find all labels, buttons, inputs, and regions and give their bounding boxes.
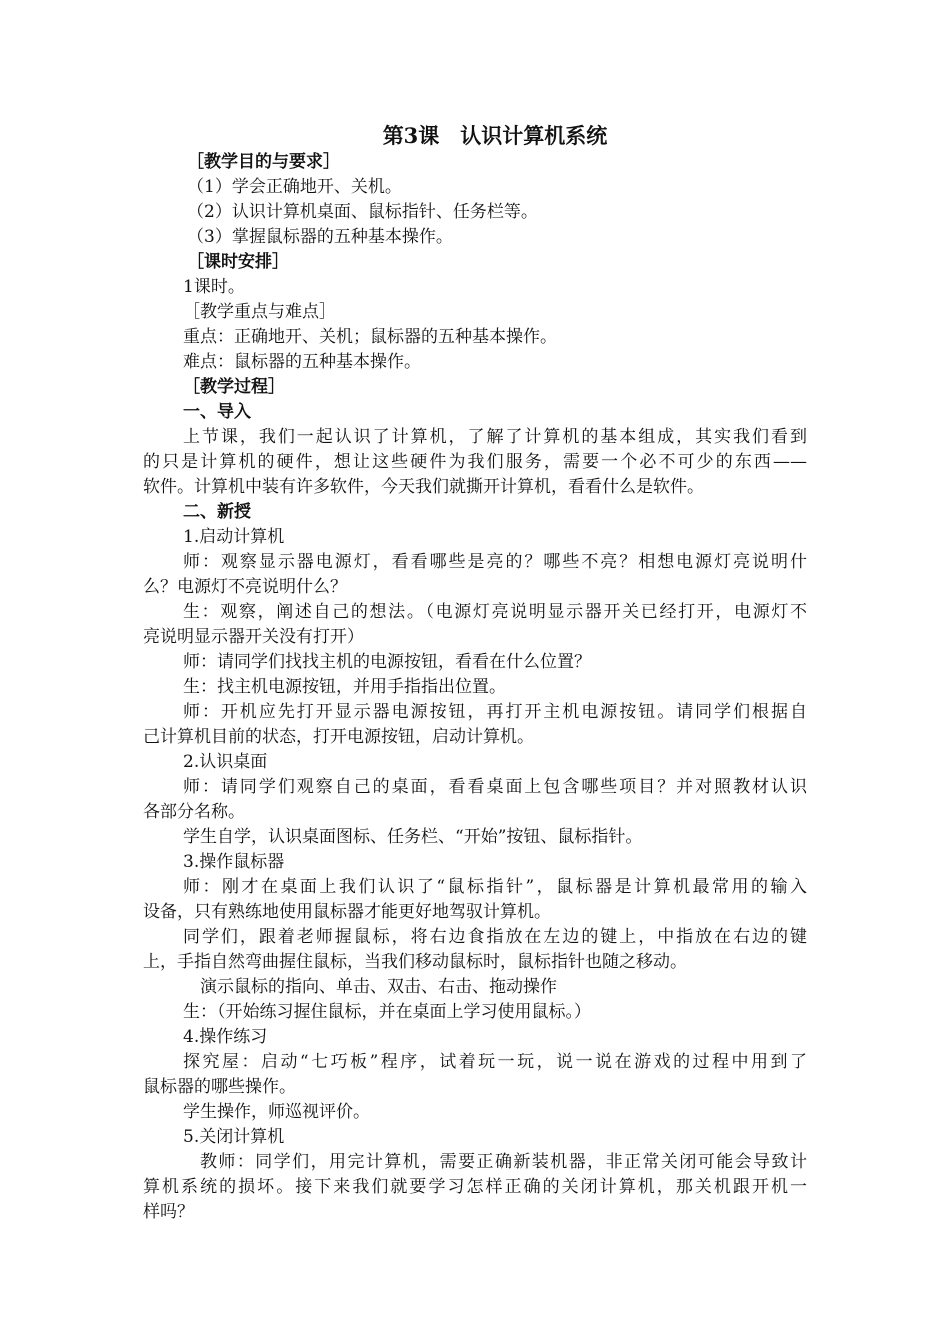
difficult-point: 难点：鼠标器的五种基本操作。	[183, 352, 421, 372]
step-heading: 2.认识桌面	[183, 752, 268, 772]
section-heading-process: ［教学过程］	[183, 377, 285, 397]
paragraph-line: 生：观察，阐述自己的想法。（电源灯亮说明显示器开关已经打开，电源灯不	[183, 602, 807, 622]
paragraph-line: 软件。计算机中装有许多软件，今天我们就撕开计算机，看看什么是软件。	[143, 477, 704, 497]
section-heading-keypoints: ［教学重点与难点］	[183, 302, 336, 322]
paragraph-line: 样吗？	[143, 1202, 194, 1222]
subheading-intro: 一、导入	[183, 402, 251, 422]
paragraph-line: 上，手指自然弯曲握住鼠标，当我们移动鼠标时，鼠标指针也随之移动。	[143, 952, 687, 972]
paragraph-line: 师：观察显示器电源灯，看看哪些是亮的？哪些不亮？相想电源灯亮说明什	[183, 552, 807, 572]
objective-1: （1）学会正确地开、关机。	[187, 177, 402, 197]
objective-2: （2）认识计算机桌面、鼠标指针、任务栏等。	[187, 202, 538, 222]
paragraph-line: 上节课，我们一起认识了计算机，了解了计算机的基本组成，其实我们看到	[183, 427, 807, 447]
schedule-text: 1课时。	[183, 277, 245, 297]
section-heading-schedule: ［课时安排］	[187, 252, 289, 272]
step-heading: 3.操作鼠标器	[183, 852, 285, 872]
paragraph-line: 师：开机应先打开显示器电源按钮，再打开主机电源按钮。请同学们根据自	[183, 702, 807, 722]
lesson-title: 第3课 认识计算机系统	[382, 123, 608, 148]
paragraph-line: 演示鼠标的指向、单击、双击、右击、拖动操作	[200, 977, 557, 997]
step-heading: 1.启动计算机	[183, 527, 285, 547]
paragraph-line: 教师：同学们，用完计算机，需要正确新装机器，非正常关闭可能会导致计	[200, 1152, 807, 1172]
step-heading: 4.操作练习	[183, 1027, 268, 1047]
key-point: 重点：正确地开、关机；鼠标器的五种基本操作。	[183, 327, 557, 347]
paragraph-line: 鼠标器的哪些操作。	[143, 1077, 296, 1097]
paragraph-line: 学生操作，师巡视评价。	[183, 1102, 370, 1122]
section-heading-objectives: ［教学目的与要求］	[187, 152, 340, 172]
paragraph-line: 同学们，跟着老师握鼠标，将右边食指放在左边的键上，中指放在右边的键	[183, 927, 807, 947]
objective-3: （3）掌握鼠标器的五种基本操作。	[187, 227, 453, 247]
paragraph-line: 师：请同学们找找主机的电源按钮，看看在什么位置？	[183, 652, 591, 672]
paragraph-line: 各部分名称。	[143, 802, 245, 822]
paragraph-line: 亮说明显示器开关没有打开）	[143, 627, 364, 647]
paragraph-line: 么？电源灯不亮说明什么？	[143, 577, 347, 597]
paragraph-line: 生：（开始练习握住鼠标，并在桌面上学习使用鼠标。）	[183, 1002, 591, 1022]
paragraph-line: 生：找主机电源按钮，并用手指指出位置。	[183, 677, 506, 697]
subheading-new-lesson: 二、新授	[183, 502, 251, 522]
step-heading: 5.关闭计算机	[183, 1127, 285, 1147]
paragraph-line: 师：刚才在桌面上我们认识了“鼠标指针”，鼠标器是计算机最常用的输入	[183, 877, 807, 897]
paragraph-line: 探究屋：启动“七巧板”程序，试着玩一玩，说一说在游戏的过程中用到了	[183, 1052, 807, 1072]
paragraph-line: 设备，只有熟练地使用鼠标器才能更好地驾驭计算机。	[143, 902, 551, 922]
paragraph-line: 的只是计算机的硬件，想让这些硬件为我们服务，需要一个必不可少的东西——	[143, 452, 807, 472]
paragraph-line: 己计算机目前的状态，打开电源按钮，启动计算机。	[143, 727, 534, 747]
paragraph-line: 师：请同学们观察自己的桌面，看看桌面上包含哪些项目？并对照教材认识	[183, 777, 807, 797]
paragraph-line: 学生自学，认识桌面图标、任务栏、“开始”按钮、鼠标指针。	[183, 827, 643, 847]
paragraph-line: 算机系统的损坏。接下来我们就要学习怎样正确的关闭计算机，那关机跟开机一	[143, 1177, 807, 1197]
